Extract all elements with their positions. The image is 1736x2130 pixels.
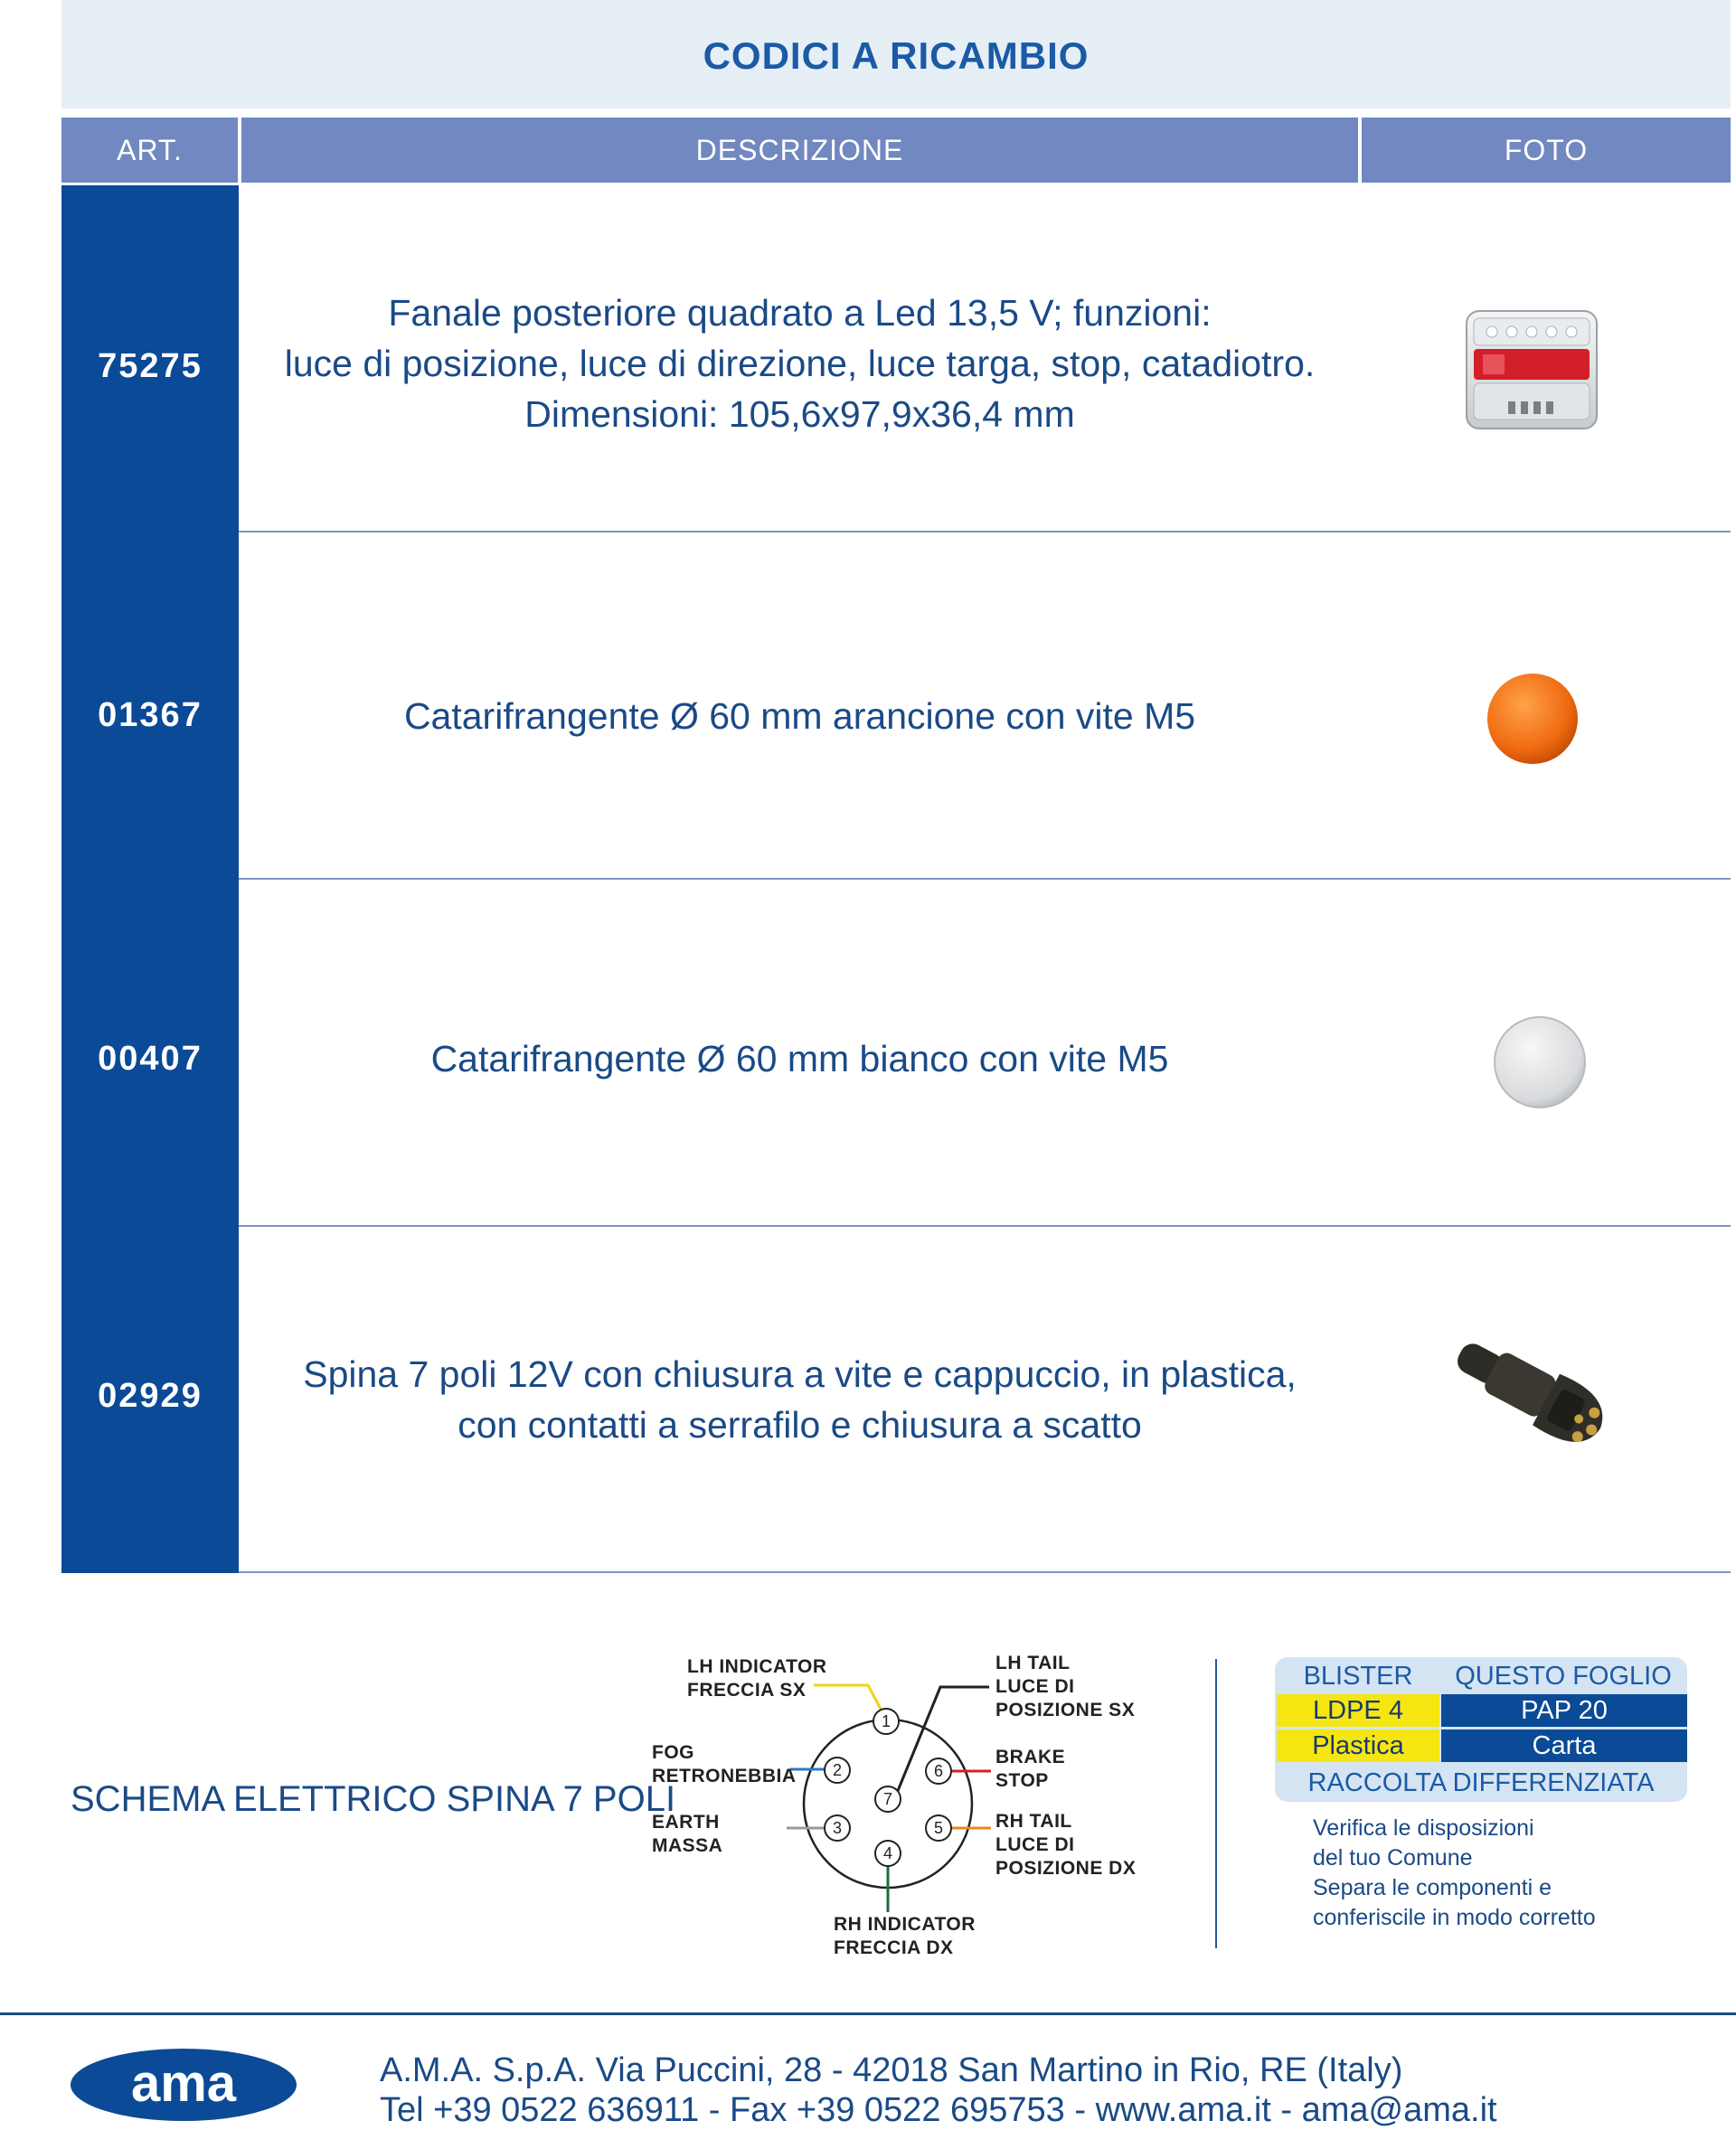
address-line: A.M.A. S.p.A. Via Puccini, 28 - 42018 San Martino in Rio, RE (Italy) (380, 2051, 1403, 2089)
recycle-col2-header: QUESTO FOGLIO (1455, 1661, 1672, 1691)
logo-text: ama (130, 2054, 237, 2113)
article-code: 00407 (98, 1040, 203, 1078)
header-descrizione: DESCRIZIONE (241, 118, 1358, 183)
pin-3-label: 3 (832, 1819, 843, 1837)
pin-1-label: 1 (881, 1712, 892, 1730)
description-line: Dimensioni: 105,6x97,9x36,4 mm (524, 393, 1075, 435)
pin-6-label: 6 (933, 1762, 944, 1780)
contact-line: Tel +39 0522 636911 - Fax +39 0522 695753 - www.ama.it - ama@ama.it (380, 2091, 1497, 2129)
article-code: 01367 (98, 696, 203, 734)
product-description (241, 691, 1358, 741)
art-column (61, 185, 239, 1573)
article-code: 02929 (98, 1377, 203, 1415)
header-art: ART. (61, 118, 238, 183)
description-line: luce di posizione, luce di direzione, luce targa, stop, catadiotro. (284, 343, 1316, 384)
recycle-col1-code: LDPE 4 (1277, 1694, 1439, 1727)
7-pin-plug-photo (1439, 1325, 1638, 1470)
recycle-footer: RACCOLTA DIFFERENZIATA (1307, 1767, 1655, 1797)
pin-5-label: 5 (933, 1819, 944, 1837)
vertical-divider (1215, 1659, 1217, 1948)
recycle-col2-code: PAP 20 (1441, 1694, 1687, 1727)
fog-label: FOG RETRONEBBIA (652, 1742, 797, 1786)
row-separator (239, 531, 1731, 532)
product-description (241, 287, 1358, 439)
description-line: Catarifrangente Ø 60 mm arancione con vite M5 (403, 695, 1196, 737)
ama-logo (69, 2047, 298, 2124)
description-line: Spina 7 poli 12V con chiusura a vite e cappuccio, in plastica, (303, 1353, 1297, 1395)
orange-reflector-photo (1483, 669, 1582, 768)
row-separator (239, 1225, 1731, 1227)
product-description (241, 1033, 1358, 1084)
recycle-col1-material: Plastica (1277, 1729, 1439, 1762)
page-title: CODICI A RICAMBIO (703, 34, 1090, 77)
row-separator (239, 878, 1731, 880)
brake-label: BRAKE STOP (995, 1747, 1066, 1791)
earth-label: EARTH MASSA (652, 1812, 723, 1856)
header-foto: FOTO (1362, 118, 1731, 183)
footer-divider (0, 2012, 1736, 2015)
lh-indicator-label: LH INDICATOR FRECCIA SX (687, 1656, 827, 1701)
recycle-col1-header: BLISTER (1303, 1661, 1413, 1691)
company-address (380, 2050, 1497, 2130)
description-line: Catarifrangente Ø 60 mm bianco con vite M5 (430, 1038, 1169, 1079)
white-reflector-photo (1490, 1013, 1590, 1112)
schema-title: SCHEMA ELETTRICO SPINA 7 POLI (71, 1779, 676, 1819)
recycle-note: Verifica le disposizioni del tuo Comune Separa le componenti e conferiscile in modo corretto (1313, 1815, 1596, 1930)
recycle-col2-material: Carta (1441, 1729, 1687, 1762)
description-line: Fanale posteriore quadrato a Led 13,5 V; funzioni: (388, 292, 1212, 334)
title-band (61, 0, 1731, 108)
description-line: con contatti a serrafilo e chiusura a scatto (458, 1404, 1142, 1446)
article-code: 75275 (98, 347, 203, 385)
rh-tail-label: RH TAIL LUCE DI POSIZIONE DX (995, 1811, 1137, 1879)
pin-2-label: 2 (832, 1761, 843, 1779)
pin-7-label: 7 (882, 1790, 893, 1808)
lh-tail-label: LH TAIL LUCE DI POSIZIONE SX (995, 1653, 1136, 1720)
rear-led-light-photo (1463, 307, 1600, 432)
row-separator (239, 1571, 1731, 1573)
pin-4-label: 4 (882, 1844, 893, 1862)
product-description (241, 1349, 1358, 1450)
rh-indicator-label: RH INDICATOR FRECCIA DX (834, 1914, 976, 1958)
